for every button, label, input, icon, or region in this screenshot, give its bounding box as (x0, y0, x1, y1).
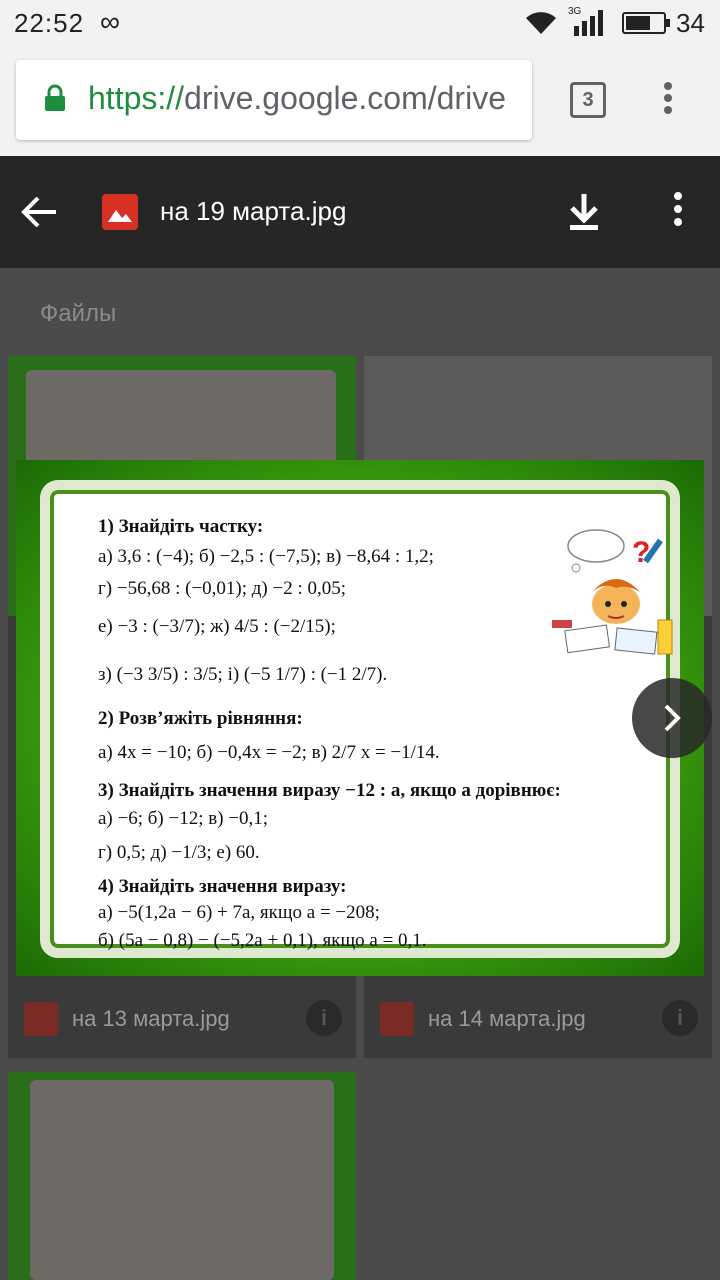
image-file-icon (102, 194, 138, 230)
viewer-menu-button[interactable] (674, 192, 682, 231)
wifi-icon (524, 10, 558, 36)
infinity-icon: ∞ (100, 6, 120, 37)
section-title: Файлы (40, 300, 117, 327)
info-icon[interactable]: i (306, 1000, 342, 1036)
chevron-right-icon (658, 702, 686, 734)
url-text: https://drive.google.com/drive (88, 80, 506, 116)
image-file-icon (380, 1002, 414, 1036)
exercise-line: з) (−3 3/5) : 3/5; і) (−5 1/7) : (−1 2/7). (98, 664, 388, 685)
exercise-line: а) 3,6 : (−4); б) −2,5 : (−7,5); в) −8,64 : 1,2; (98, 546, 434, 567)
exercise-line: б) (5a − 0,8) − (−5,2a + 0,1), якщо a = 0,1. (98, 930, 427, 951)
file-name: на 14 марта.jpg (428, 1006, 586, 1031)
lock-icon (44, 84, 66, 112)
viewer-toolbar (0, 156, 720, 268)
exercise-line: г) 0,5; д) −1/3; е) 60. (98, 842, 260, 863)
child-illustration (546, 524, 686, 664)
battery-level: 34 (676, 8, 705, 38)
exercise-heading: 3) Знайдіть значення виразу −12 : a, якщо a дорівнює: (98, 780, 561, 801)
tab-switcher-button[interactable]: 3 (570, 82, 606, 118)
file-name: на 13 марта.jpg (72, 1006, 230, 1031)
status-bar (0, 0, 720, 46)
network-type: 3G (568, 6, 582, 17)
download-icon[interactable] (566, 192, 602, 232)
worksheet-frame (40, 480, 680, 958)
exercise-line: а) −6; б) −12; в) −0,1; (98, 808, 269, 829)
battery-icon (622, 12, 666, 34)
browser-menu-button[interactable] (664, 82, 672, 118)
exercise-heading: 1) Знайдіть частку: (98, 516, 264, 537)
image-file-icon (24, 1002, 58, 1036)
back-arrow-icon[interactable] (20, 194, 60, 230)
next-image-button[interactable] (632, 678, 712, 758)
exercise-line: е) −3 : (−3/7); ж) 4/5 : (−2/15); (98, 616, 336, 637)
exercise-line: а) −5(1,2a − 6) + 7a, якщо a = −208; (98, 902, 380, 923)
exercise-heading: 2) Розв’яжіть рівняння: (98, 708, 303, 729)
exercise-line: а) 4x = −10; б) −0,4x = −2; в) 2/7 x = −1/14. (98, 742, 440, 763)
status-time: 22:52 (14, 8, 85, 38)
signal-icon (566, 10, 606, 36)
file-card[interactable] (8, 1072, 356, 1280)
exercise-line: г) −56,68 : (−0,01); д) −2 : 0,05; (98, 578, 347, 599)
exercise-heading: 4) Знайдіть значення виразу: (98, 876, 347, 897)
image-preview (16, 460, 704, 976)
address-bar[interactable] (16, 60, 532, 140)
info-icon[interactable]: i (662, 1000, 698, 1036)
viewer-file-name: на 19 марта.jpg (160, 196, 347, 226)
file-thumbnail (8, 1072, 356, 1280)
svg-text:?: ? (632, 536, 651, 569)
browser-toolbar (0, 46, 720, 156)
worksheet-paper (64, 500, 660, 951)
